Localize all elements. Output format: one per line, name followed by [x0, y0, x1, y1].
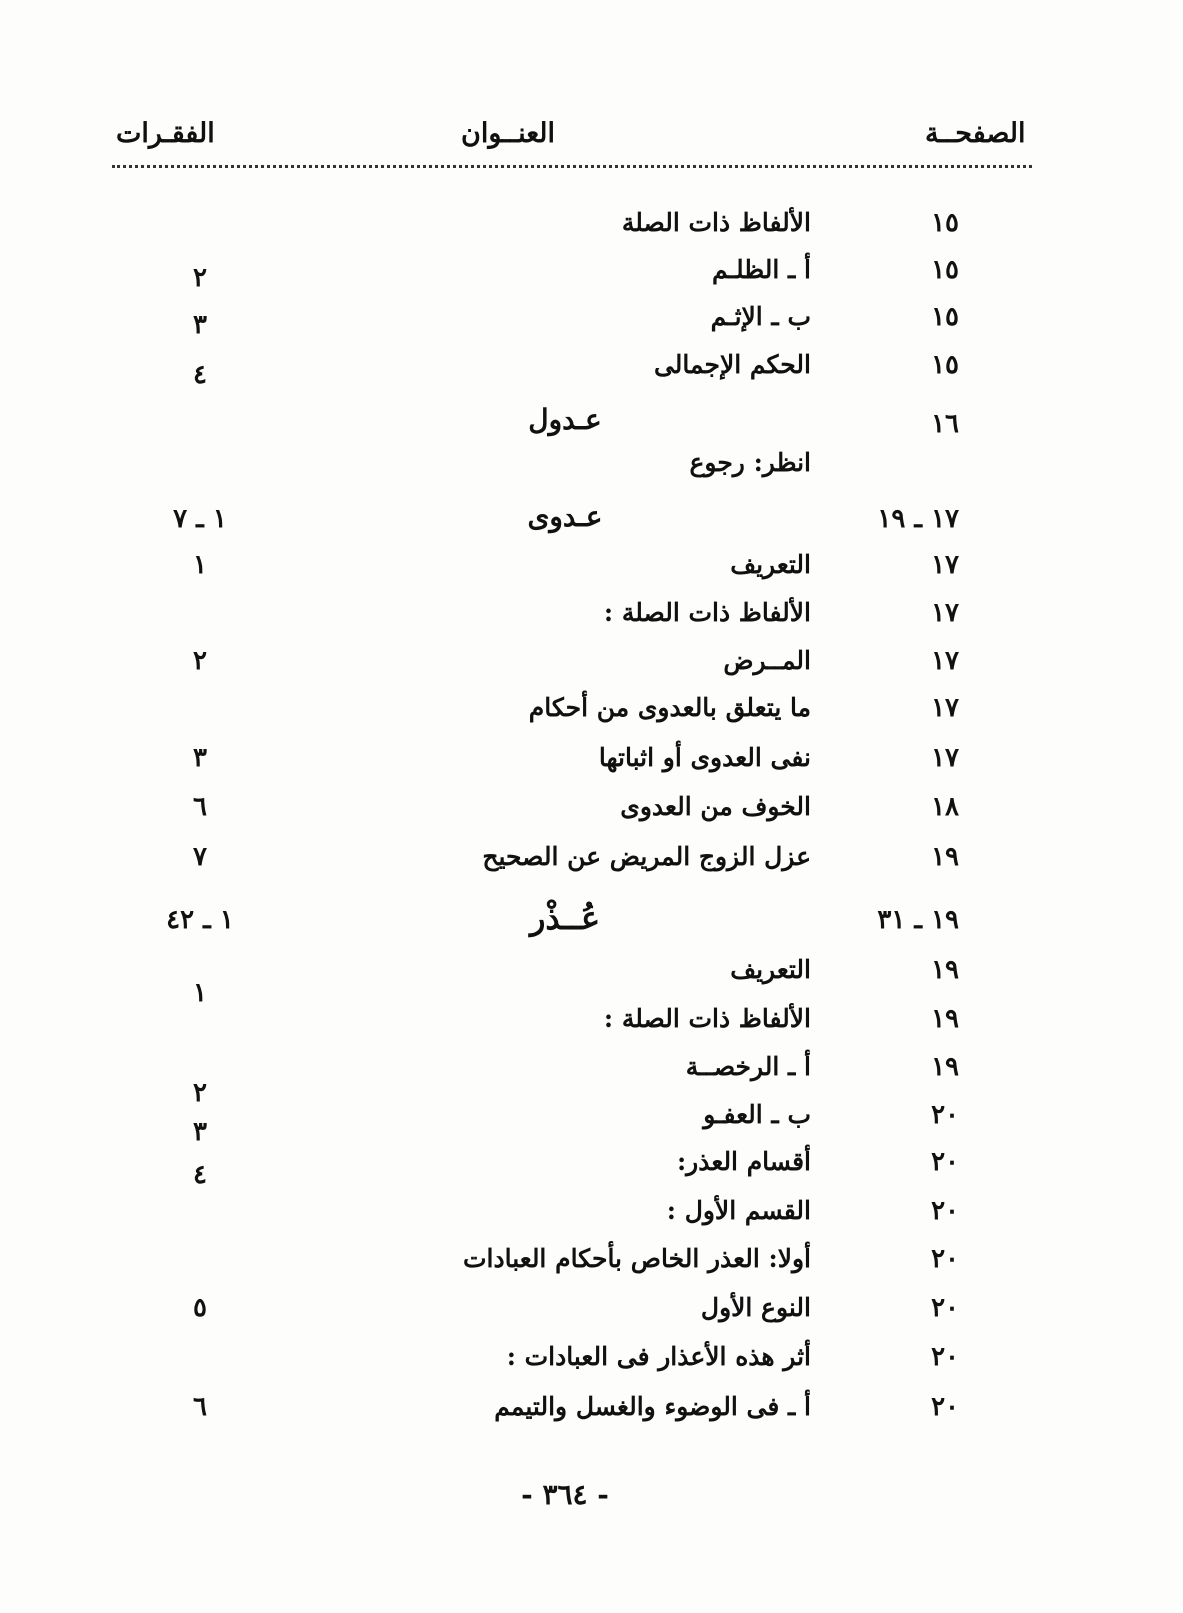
entry-title: النوع الأول: [700, 1293, 811, 1322]
index-row: [0, 1392, 1183, 1442]
entry-title: التعريف: [730, 955, 811, 984]
paragraph-range: ٥: [193, 1293, 207, 1323]
index-row: [0, 1342, 1183, 1392]
index-row: [0, 792, 1183, 842]
page-number: ١٩: [931, 1004, 959, 1034]
index-row: [0, 1244, 1183, 1294]
entry-heading: عـدول: [528, 403, 602, 436]
entry-title: أ ـ الرخصــة: [685, 1052, 811, 1081]
entry-title: المــرض: [723, 646, 811, 675]
page-number: ١٧: [931, 598, 959, 628]
paragraph-range: ٣: [193, 310, 207, 340]
paragraph-range: ١: [193, 550, 207, 580]
paragraph-range: ٢: [193, 646, 207, 676]
page-number: ٢٠: [931, 1244, 959, 1274]
paragraph-range: ٢: [193, 1078, 207, 1108]
entry-title: الحكم الإجمالى: [653, 350, 811, 379]
page-footer-number: - ٣٦٤ -: [521, 1478, 609, 1511]
entry-title: ما يتعلق بالعدوى من أحكام: [528, 693, 811, 722]
entry-title: عزل الزوج المريض عن الصحيح: [482, 842, 811, 871]
page-number: ١٧: [931, 646, 959, 676]
page-number: ١٥: [931, 350, 959, 380]
page-number: ١٧: [931, 743, 959, 773]
index-row: [0, 899, 1183, 955]
page-number: ١٦: [931, 409, 959, 439]
header-title-column: العنــوان: [461, 118, 555, 149]
paragraph-range: ٦: [193, 1392, 207, 1422]
paragraph-range: ٣: [193, 743, 207, 773]
paragraph-range: ٦: [193, 792, 207, 822]
index-row: [0, 693, 1183, 743]
entry-title: ب ـ الإثـم: [710, 302, 811, 331]
page-number: ٢٠: [931, 1342, 959, 1372]
dotted-divider: [112, 165, 1032, 168]
index-row: [0, 646, 1183, 696]
page-number: ٢٠: [931, 1100, 959, 1130]
entry-title: الألفاظ ذات الصلة :: [603, 598, 811, 627]
entry-title: التعريف: [730, 550, 811, 579]
entry-title: الألفاظ ذات الصلة :: [603, 1004, 811, 1033]
paragraph-range: ٧: [193, 842, 207, 872]
index-row: [0, 403, 1183, 453]
index-row: [0, 1293, 1183, 1343]
index-row: [0, 255, 1183, 305]
page-number: ٢٠: [931, 1147, 959, 1177]
page-number: ١٥: [931, 208, 959, 238]
paragraph-range: ١ ـ ٤٢: [166, 905, 234, 935]
page-number: ١٨: [931, 792, 959, 822]
page-number: ١٧: [931, 693, 959, 723]
entry-title: ب ـ العفـو: [703, 1100, 811, 1129]
entry-title: أ ـ الظلـم: [712, 255, 811, 284]
page-number: ٢٠: [931, 1196, 959, 1226]
entry-title: أقسام العذر:: [676, 1147, 811, 1176]
paragraph-range: ١ ـ ٧: [173, 504, 227, 534]
index-row: [0, 842, 1183, 892]
paragraph-range: ٤: [193, 1160, 207, 1190]
page-number: ٢٠: [931, 1392, 959, 1422]
index-row: [0, 302, 1183, 352]
index-row: [0, 500, 1183, 550]
paragraph-range: ٣: [193, 1117, 207, 1147]
entry-title: أثر هذه الأعذار فى العبادات :: [506, 1342, 811, 1371]
page-number: ١٩ ـ ٣١: [877, 905, 959, 935]
entry-heading: عُــذْر: [529, 899, 601, 937]
index-row: [0, 743, 1183, 793]
page-number: ١٩: [931, 842, 959, 872]
index-row: [0, 208, 1183, 258]
page-number: ١٧: [931, 550, 959, 580]
entry-title: نفى العدوى أو اثباتها: [598, 743, 811, 772]
entry-title: أولا: العذر الخاص بأحكام العبادات: [462, 1244, 811, 1273]
entry-title: انظر: رجوع: [689, 448, 811, 477]
page-number: ٢٠: [931, 1293, 959, 1323]
entry-title: الخوف من العدوى: [620, 792, 811, 821]
index-row: [0, 448, 1183, 498]
page-number: ١٥: [931, 255, 959, 285]
paragraph-range: ١: [193, 978, 207, 1008]
page-number: ١٩: [931, 1052, 959, 1082]
index-row: [0, 350, 1183, 400]
header-paragraphs-column: الفقـرات: [116, 118, 215, 149]
page-number: ١٥: [931, 302, 959, 332]
header-page-column: الصفحــة: [925, 118, 1026, 149]
page-number: ١٩: [931, 955, 959, 985]
entry-heading: عـدوى: [527, 500, 603, 533]
index-row: [0, 598, 1183, 648]
paragraph-range: ٢: [193, 263, 207, 293]
entry-title: أ ـ فى الوضوء والغسل والتيمم: [494, 1392, 811, 1421]
entry-title: القسم الأول :: [666, 1196, 811, 1225]
index-row: [0, 550, 1183, 600]
index-row: [0, 978, 1183, 1054]
entry-title: الألفاظ ذات الصلة: [621, 208, 811, 237]
page-number: ١٧ ـ ١٩: [877, 504, 959, 534]
paragraph-range: ٤: [193, 360, 207, 390]
